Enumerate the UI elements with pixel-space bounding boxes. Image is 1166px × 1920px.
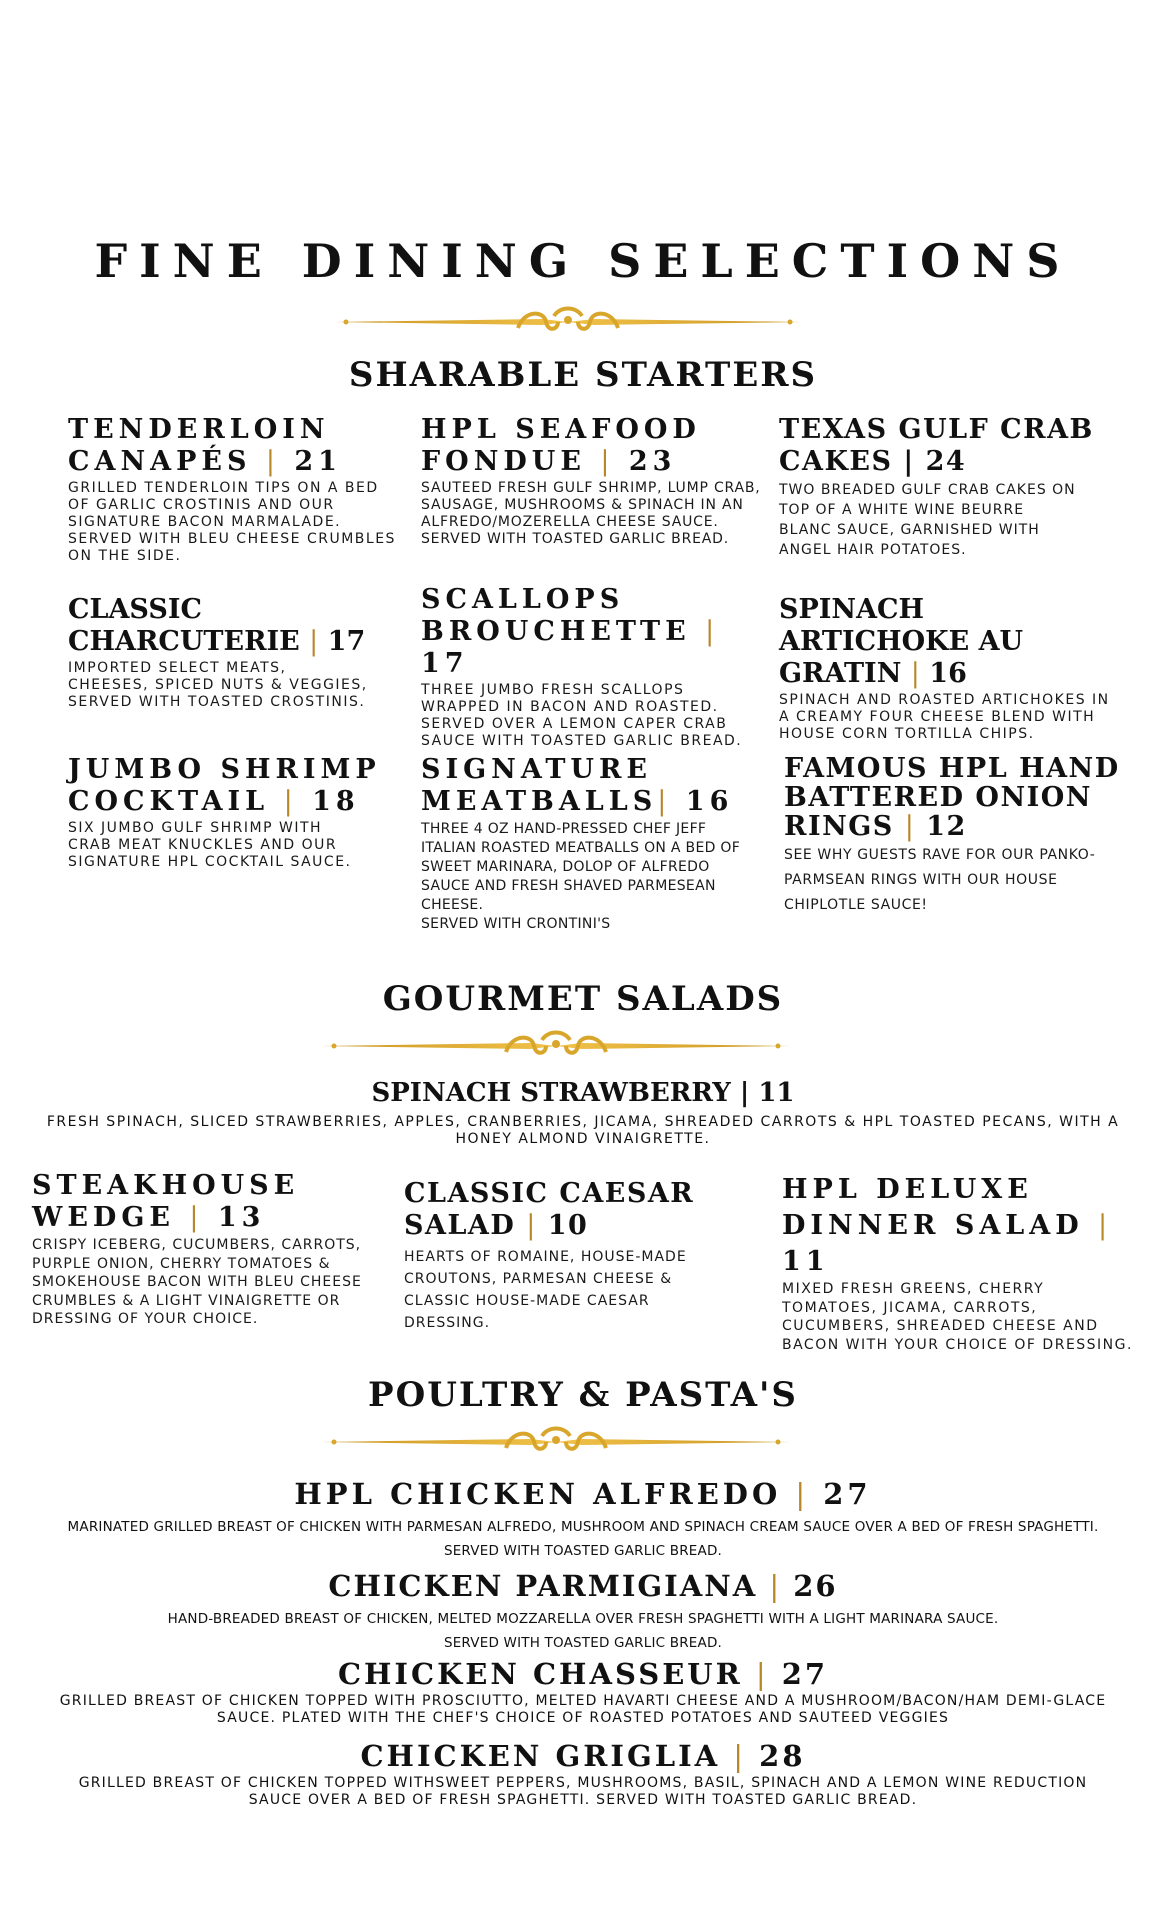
item-name: CLASSIC CHARCUTERIE [68, 594, 300, 657]
menu-item [32, 1170, 372, 1329]
section-title-poultry: POULTRY & PASTA'S [368, 1375, 798, 1415]
section-title-salads: GOURMET SALADS [382, 979, 784, 1019]
ornament-divider-3 [320, 1424, 792, 1460]
item-price: 27 [781, 1657, 829, 1691]
menu-item [779, 414, 1119, 560]
item-name: SIGNATURE MEATBALLS [421, 754, 658, 817]
item-description: CRISPY ICEBERG, CUCUMBERS, CARROTS, PURPLE ONION, CHERRY TOMATOES & SMOKEHOUSE BACON WITH BLEU CHEESE CRUMBLES & A LIGHT VINAIGRETTE OR DRESSING OF YOUR CHOICE. [32, 1237, 362, 1327]
item-price: 13 [217, 1202, 266, 1233]
item-name: CHICKEN CHASSEUR [337, 1657, 743, 1691]
item-price: 17 [421, 648, 469, 679]
menu-item [404, 1178, 744, 1334]
item-price: 27 [823, 1477, 872, 1511]
item-description: SIX JUMBO GULF SHRIMP WITH CRAB MEAT KNUCKLES AND OUR SIGNATURE HPL COCKTAIL SAUCE. [68, 820, 352, 870]
item-name: HPL DELUXE DINNER SALAD [782, 1174, 1084, 1241]
item-title: FAMOUS HPL HAND BATTERED ONION RINGS | 12 [784, 753, 1120, 842]
item-title: JUMBO SHRIMP COCKTAIL | 18 [68, 754, 381, 817]
item-description: THREE JUMBO FRESH SCALLOPS WRAPPED IN BACON AND ROASTED. SERVED OVER A LEMON CAPER CRAB SAUCE WITH TOASTED GARLIC BREAD. [421, 682, 743, 749]
item-title: HPL DELUXE DINNER SALAD | 11 [782, 1174, 1113, 1277]
item-title: TEXAS GULF CRAB CAKES | 24 [779, 414, 1094, 477]
item-price: 11 [758, 1078, 795, 1108]
item-price: 18 [312, 786, 360, 817]
menu-item [68, 594, 398, 711]
menu-item [0, 1739, 1166, 1809]
item-name: FAMOUS HPL HAND BATTERED ONION RINGS [784, 753, 1120, 842]
item-price: 17 [327, 626, 366, 657]
menu-item [0, 1569, 1166, 1655]
item-title: SPINACH STRAWBERRY | 11 [371, 1078, 795, 1108]
item-description: MARINATED GRILLED BREAST OF CHICKEN WITH PARMESAN ALFREDO, MUSHROOM AND SPINACH CREAM SAUCE OVER A BED OF FRESH SPAGHETTI. [67, 1519, 1099, 1535]
item-price: 12 [926, 811, 967, 842]
item-name: SCALLOPS BROUCHETTE [421, 584, 691, 647]
item-description: SAUTEED FRESH GULF SHRIMP, LUMP CRAB, SAUSAGE, MUSHROOMS & SPINACH IN AN ALFREDO/MOZERELLA CHEESE SAUCE. [421, 480, 761, 530]
menu-item [779, 594, 1119, 743]
item-description: HEARTS OF ROMAINE, HOUSE-MADE CROUTONS, PARMESAN CHEESE & CLASSIC HOUSE-MADE CAESAR DRESSING. [404, 1249, 687, 1331]
item-title: CHICKEN GRIGLIA | 28 [360, 1739, 806, 1773]
item-price: 23 [628, 446, 677, 477]
item-name: CHICKEN GRIGLIA [360, 1739, 721, 1773]
menu-item [421, 584, 761, 750]
item-name: TEXAS GULF CRAB CAKES [779, 414, 1094, 477]
page-title: FINE DINING SELECTIONS [94, 234, 1072, 288]
item-price: 21 [294, 446, 342, 477]
item-title: CHICKEN CHASSEUR | 27 [337, 1657, 829, 1691]
menu-item [421, 414, 761, 548]
item-title: SIGNATURE MEATBALLS| 16 [421, 754, 734, 817]
item-description-extra: SERVED WITH TOASTED GARLIC BREAD. [443, 1635, 723, 1651]
item-name: TENDERLOIN CANAPÉS [68, 414, 330, 477]
item-description-extra: SERVED WITH CRONTINI'S [421, 916, 611, 932]
item-description: SEE WHY GUESTS RAVE FOR OUR PANKO-PARMSEAN RINGS WITH OUR HOUSE CHIPLOTLE SAUCE! [784, 847, 1096, 913]
menu-item [421, 754, 761, 934]
item-description: SPINACH AND ROASTED ARTICHOKES IN A CREAMY FOUR CHEESE BLEND WITH HOUSE CORN TORTILLA CHIPS. [779, 692, 1110, 742]
item-title: SPINACH ARTICHOKE AU GRATIN | 16 [779, 594, 1024, 689]
item-price: 26 [793, 1569, 838, 1603]
item-description: HAND-BREADED BREAST OF CHICKEN, MELTED MOZZARELLA OVER FRESH SPAGHETTI WITH A LIGHT MARINARA SAUCE. [167, 1611, 999, 1627]
menu-item [68, 414, 398, 565]
item-title: CHICKEN PARMIGIANA | 26 [328, 1569, 838, 1603]
item-description: GRILLED BREAST OF CHICKEN TOPPED WITHSWEET PEPPERS, MUSHROOMS, BASIL, SPINACH AND A LEMON WINE REDUCTION SAUCE OVER A BED OF FRESH SPAGHETTI. SERVED WITH TOASTED GARLIC BREAD. [78, 1775, 1088, 1808]
item-name: JUMBO SHRIMP COCKTAIL [68, 754, 381, 817]
section-title-starters: SHARABLE STARTERS [348, 355, 818, 395]
item-name: STEAKHOUSE WEDGE [32, 1170, 300, 1233]
menu-item [782, 1172, 1142, 1354]
item-title: SCALLOPS BROUCHETTE | 17 [421, 584, 720, 679]
item-price: 10 [547, 1210, 589, 1241]
item-name: CHICKEN PARMIGIANA [328, 1569, 758, 1603]
ornament-divider-2 [320, 1028, 792, 1064]
item-price: 16 [685, 786, 734, 817]
menu-item [784, 754, 1129, 918]
menu-item [0, 1477, 1166, 1563]
item-description: GRILLED BREAST OF CHICKEN TOPPED WITH PROSCIUTTO, MELTED HAVARTI CHEESE AND A MUSHROOM/BACON/HAM DEMI-GLACE SAUCE. PLATED WITH THE CHEF'S CHOICE OF ROASTED POTATOES AND SAUTEED VEGGIES [59, 1693, 1107, 1726]
item-description-extra: SERVED WITH TOASTED GARLIC BREAD. [443, 1543, 723, 1559]
item-title: CLASSIC CHARCUTERIE | 17 [68, 594, 366, 657]
item-description-extra: SERVED WITH TOASTED GARLIC BREAD. [421, 531, 729, 547]
item-description: GRILLED TENDERLOIN TIPS ON A BED OF GARLIC CROSTINIS AND OUR SIGNATURE BACON MARMALADE. SERVED WITH BLEU CHEESE CRUMBLES ON THE SIDE. [68, 480, 396, 564]
item-title: STEAKHOUSE WEDGE | 13 [32, 1170, 300, 1233]
item-title: HPL SEAFOOD FONDUE | 23 [421, 414, 701, 477]
item-price: 16 [929, 658, 967, 689]
item-description: MIXED FRESH GREENS, CHERRY TOMATOES, JICAMA, CARROTS, CUCUMBERS, SHREADED CHEESE AND BACON WITH YOUR CHOICE OF DRESSING. [782, 1281, 1133, 1353]
item-title: HPL CHICKEN ALFREDO | 27 [294, 1477, 872, 1511]
item-description: TWO BREADED GULF CRAB CAKES ON TOP OF A WHITE WINE BEURRE BLANC SAUCE, GARNISHED WITH ANGEL HAIR POTATOES. [779, 482, 1076, 558]
menu-item [68, 754, 398, 871]
item-title: TENDERLOIN CANAPÉS | 21 [68, 414, 342, 477]
item-name: HPL CHICKEN ALFREDO [294, 1477, 782, 1511]
item-name: SPINACH STRAWBERRY [371, 1078, 731, 1108]
item-name: SPINACH ARTICHOKE AU GRATIN [779, 594, 1024, 689]
item-name: HPL SEAFOOD FONDUE [421, 414, 701, 477]
item-title: CLASSIC CAESAR SALAD | 10 [404, 1178, 695, 1241]
item-description: THREE 4 OZ HAND-PRESSED CHEF JEFF ITALIAN ROASTED MEATBALLS ON A BED OF SWEET MARINARA, DOLOP OF ALFREDO SAUCE AND FRESH SHAVED PARMESEAN CHEESE. [421, 821, 741, 913]
item-price: 11 [782, 1246, 830, 1277]
featured-salad [0, 1080, 1166, 1148]
item-price: 24 [925, 446, 967, 477]
menu-item [0, 1657, 1166, 1727]
item-description: IMPORTED SELECT MEATS, CHEESES, SPICED NUTS & VEGGIES, SERVED WITH TOASTED CROSTINIS. [68, 660, 368, 710]
item-price: 28 [759, 1739, 806, 1773]
item-name: CLASSIC CAESAR SALAD [404, 1178, 695, 1241]
ornament-divider-1 [332, 304, 804, 340]
item-description: FRESH SPINACH, SLICED STRAWBERRIES, APPLES, CRANBERRIES, JICAMA, SHREADED CARROTS & HPL TOASTED PECANS, WITH A HONEY ALMOND VINAIGRETTE. [46, 1114, 1120, 1147]
